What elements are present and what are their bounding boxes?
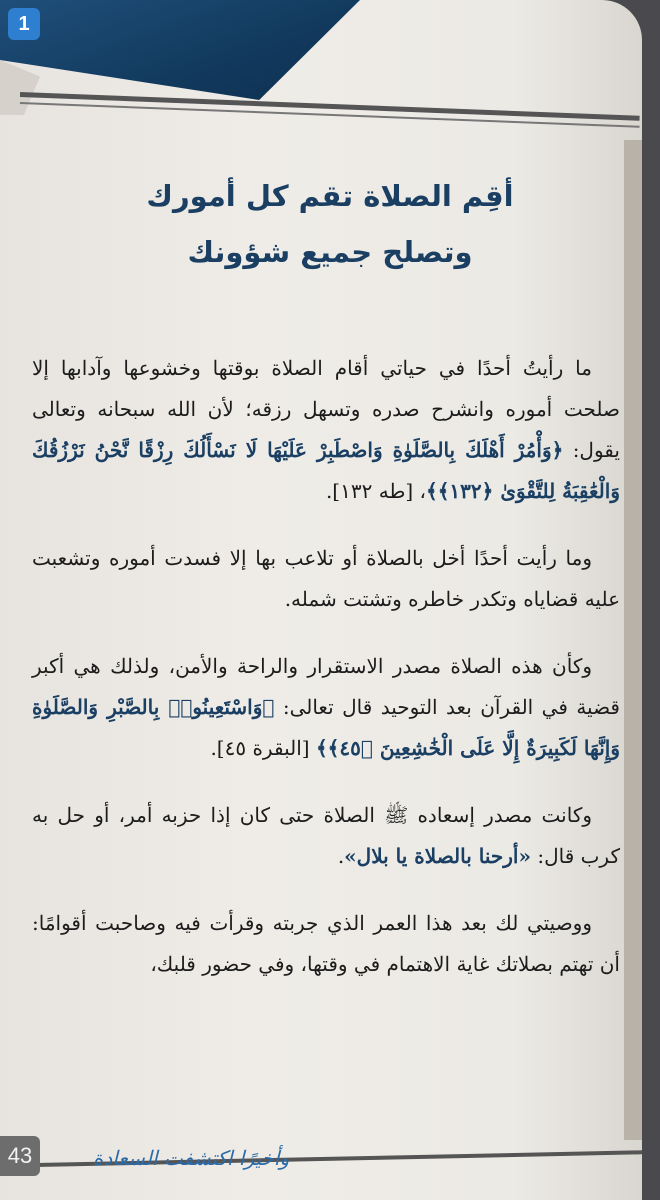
paragraph xyxy=(32,348,620,512)
paragraph xyxy=(32,795,620,877)
paragraph-text: وكأن هذه الصلاة مصدر الاستقرار والراحة والأمن، ولذلك هي أكبر قضية في القرآن بعد التوحيد قال تعالى: xyxy=(32,654,620,719)
paragraph-text: وما رأيت أحدًا أخل بالصلاة أو تلاعب بها إلا فسدت أموره وتشعبت عليه قضاياه وتكدر خاطره وتشتت شمله. xyxy=(32,546,620,611)
paragraph-text: وكانت مصدر إسعاده ﷺ الصلاة حتى كان إذا حزبه أمر، أو حل به كرب قال: xyxy=(32,803,620,868)
verse-reference: [البقرة ٤٥]. xyxy=(210,736,316,760)
body-text xyxy=(32,348,620,1011)
paragraph-text: ما رأيتُ أحدًا في حياتي أقام الصلاة بوقتها وخشوعها وآدابها إلا صلحت أموره وانشرح صدره وتسهل رزقه؛ لأن الله سبحانه وتعالى يقول: xyxy=(32,356,620,462)
paragraph xyxy=(32,538,620,620)
chapter-title-line2: وتصلح جميع شؤونك xyxy=(187,235,473,269)
page-edge xyxy=(624,140,642,1140)
hadith-quote: «أرحنا بالصلاة يا بلال» xyxy=(344,844,531,868)
header-banner xyxy=(0,0,360,100)
page-number: 43 xyxy=(0,1136,40,1176)
quran-verse: ﴿وَاسْتَعِينُوا۟ بِالصَّبْرِ وَالصَّلَوٰةِ وَإِنَّهَا لَكَبِيرَةٌ إِلَّا عَلَى الْخَٰشِعِينَ ﴿٤٥﴾﴾ xyxy=(32,695,620,760)
quran-verse: ﴿وَأْمُرْ أَهْلَكَ بِالصَّلَوٰةِ وَاصْطَبِرْ عَلَيْهَا لَا نَسْأَلُكَ رِزْقًا نَّحْنُ نَرْزُقُكَ وَالْعَٰقِبَةُ لِلتَّقْوَىٰ ﴿١٣٢﴾﴾ xyxy=(32,438,620,503)
paragraph xyxy=(32,646,620,769)
paragraph-text: ووصيتي لك بعد هذا العمر الذي جربته وقرأت فيه وصاحبت أقوامًا: أن تهتم بصلاتك غاية الاهتمام في وقتها، وفي حضور قلبك، xyxy=(32,911,620,976)
footer-book-title: وأخيرًا اكتشفت السعادة xyxy=(92,1146,290,1170)
paragraph xyxy=(32,903,620,985)
chapter-title xyxy=(60,168,600,280)
image-index-badge: 1 xyxy=(8,8,40,40)
verse-reference: ، [طه ١٣٢]. xyxy=(325,479,426,503)
chapter-title-line1: أقِم الصلاة تقم كل أمورك xyxy=(146,179,514,213)
banner-fold xyxy=(0,60,40,115)
paragraph-end: . xyxy=(337,844,345,868)
